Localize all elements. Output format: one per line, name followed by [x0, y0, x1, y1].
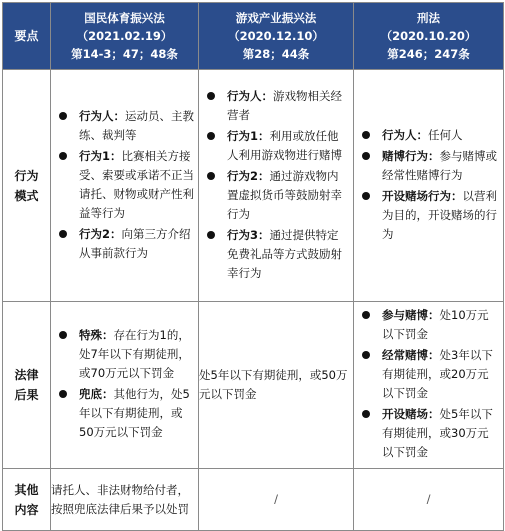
- behavior-col3-list: [354, 122, 503, 250]
- behavior-label-line1: 行为: [14, 168, 39, 183]
- bullet-bold-label: 行为2：: [227, 168, 270, 183]
- behavior-col2-list: [199, 83, 353, 289]
- bullet-item: [203, 226, 349, 283]
- bullet-icon: [207, 231, 215, 239]
- bullet-bold-label: 行为2：: [79, 226, 122, 241]
- bullet-bold-label: 开设赌场：: [382, 407, 440, 421]
- header-col3-title: 刑法: [417, 11, 440, 25]
- behavior-col2-cell: [199, 70, 354, 302]
- bullet-item: [55, 225, 194, 263]
- bullet-icon: [59, 230, 67, 238]
- bullet-icon: [362, 152, 370, 160]
- bullet-bold-label: 行为1：: [227, 128, 270, 143]
- bullet-item: [203, 167, 349, 224]
- legal-label-line1: 法律: [14, 368, 39, 382]
- header-col1-articles: 第14-3；47；48条: [71, 47, 178, 61]
- other-label-line1: 其他: [14, 482, 39, 497]
- legal-col1-list: [51, 322, 198, 448]
- header-col-game-law: [199, 3, 354, 70]
- bullet-item: [55, 385, 194, 442]
- bullet-bold-label: 开设赌场行为：: [382, 188, 463, 203]
- bullet-text: 处3年以下有期徒刑，或20万元以下罚金: [382, 348, 493, 400]
- bullet-item: [203, 127, 349, 165]
- other-col1-cell: 请托人、非法财物给付者，按照兜底法律后果予以处罚: [51, 469, 199, 531]
- bullet-text: 处10万元以下罚金: [382, 308, 489, 341]
- bullet-item: [358, 187, 499, 244]
- bullet-item: [358, 306, 499, 344]
- header-col2-date: （2020.12.10）: [228, 29, 324, 43]
- behavior-row-label: [3, 70, 51, 302]
- bullet-text: 比赛相关方接受、索要或承诺不正当请托、财物或财产性利益等行为: [79, 148, 194, 220]
- other-row: [3, 469, 504, 531]
- bullet-icon: [362, 311, 370, 319]
- header-col1-title: 国民体育振兴法: [84, 11, 165, 25]
- bullet-bold-label: 行为人：: [79, 108, 125, 123]
- bullet-icon: [362, 351, 370, 359]
- header-col2-articles: 第28；44条: [242, 47, 310, 61]
- bullet-text: 利用或放任他人利用游戏物进行赌博: [227, 128, 342, 162]
- bullet-bold-label: 行为人：: [382, 127, 428, 142]
- bullet-text: 游戏物相关经营者: [227, 88, 342, 122]
- bullet-bold-label: 参与赌博：: [382, 308, 440, 322]
- bullet-bold-label: 赌博行为：: [382, 148, 440, 163]
- bullet-icon: [362, 192, 370, 200]
- header-col-sports-law: [51, 3, 199, 70]
- legal-col2-cell: 处5年以下有期徒刑，或50万元以下罚金: [199, 302, 354, 469]
- other-col3-cell: /: [354, 469, 504, 531]
- legal-col3-list: [354, 302, 503, 468]
- bullet-bold-label: 经常赌博：: [382, 348, 440, 362]
- legal-label-line2: 后果: [14, 388, 39, 402]
- bullet-icon: [207, 92, 215, 100]
- header-col3-date: （2020.10.20）: [380, 29, 477, 43]
- bullet-text: 任何人: [428, 127, 463, 142]
- bullet-icon: [59, 331, 67, 339]
- bullet-item: [55, 107, 194, 145]
- bullet-item: [55, 326, 194, 383]
- header-row: [3, 3, 504, 70]
- behavior-row: [3, 70, 504, 302]
- bullet-item: [358, 405, 499, 462]
- bullet-icon: [362, 131, 370, 139]
- bullet-bold-label: 行为3：: [227, 227, 270, 242]
- bullet-icon: [207, 172, 215, 180]
- other-row-label: [3, 469, 51, 531]
- comparison-table: [2, 2, 504, 531]
- header-col3-articles: 第246；247条: [387, 47, 470, 61]
- bullet-item: [358, 346, 499, 403]
- bullet-bold-label: 特殊：: [79, 328, 114, 342]
- bullet-item: [203, 87, 349, 125]
- legal-row-label: [3, 302, 51, 469]
- bullet-text: 参与赌博或经常性赌博行为: [382, 148, 497, 182]
- bullet-text: 运动员、主教练、裁判等: [79, 108, 194, 142]
- legal-row: [3, 302, 504, 469]
- behavior-col3-cell: [354, 70, 504, 302]
- bullet-icon: [59, 152, 67, 160]
- legal-col3-cell: [354, 302, 504, 469]
- header-key-cell: 要点: [3, 3, 51, 70]
- bullet-bold-label: 行为人：: [227, 88, 273, 103]
- other-label-line2: 内容: [14, 502, 39, 517]
- bullet-text: 其他行为，处5年以下有期徒刑，或50万元以下罚金: [79, 387, 190, 439]
- bullet-text: 存在行为1的，处7年以下有期徒刑，或70万元以下罚金: [79, 328, 190, 380]
- header-col1-date: （2021.02.19）: [76, 29, 173, 43]
- bullet-text: 通过游戏物内置虚拟货币等鼓励射幸行为: [227, 168, 342, 221]
- bullet-item: [358, 147, 499, 185]
- header-col-criminal-law: [354, 3, 504, 70]
- other-col2-cell: /: [199, 469, 354, 531]
- bullet-text: 以营利为目的，开设赌场的行为: [382, 188, 497, 241]
- behavior-label-line2: 模式: [14, 188, 39, 203]
- bullet-icon: [59, 390, 67, 398]
- legal-col1-cell: [51, 302, 199, 469]
- behavior-col1-cell: [51, 70, 199, 302]
- bullet-icon: [362, 410, 370, 418]
- bullet-text: 通过提供特定免费礼品等方式鼓励射幸行为: [227, 227, 342, 280]
- bullet-item: [55, 147, 194, 223]
- header-col2-title: 游戏产业振兴法: [235, 11, 317, 25]
- bullet-icon: [59, 112, 67, 120]
- bullet-bold-label: 行为1：: [79, 148, 122, 163]
- bullet-icon: [207, 132, 215, 140]
- behavior-col1-list: [51, 103, 198, 269]
- bullet-text: 向第三方介绍从事前款行为: [79, 226, 191, 260]
- bullet-text: 处5年以下有期徒刑，或30万元以下罚金: [382, 407, 493, 459]
- bullet-bold-label: 兜底：: [79, 387, 114, 401]
- bullet-item: [358, 126, 499, 145]
